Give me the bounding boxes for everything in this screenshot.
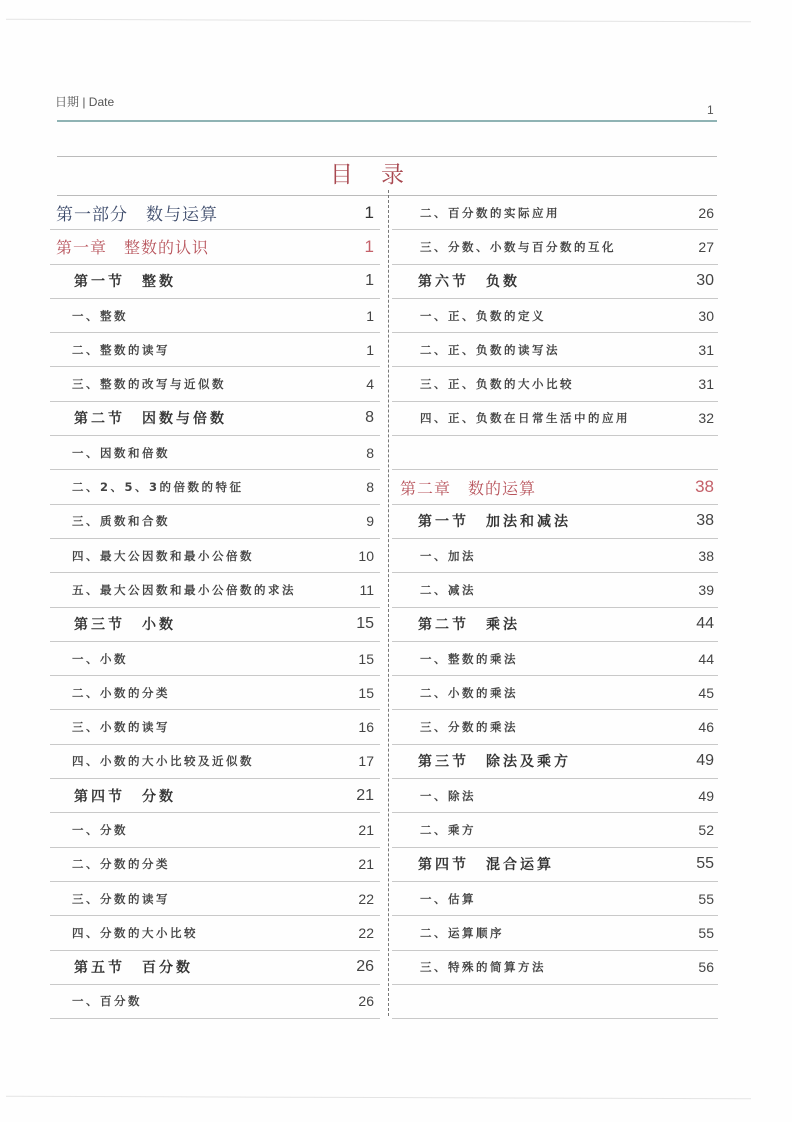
toc-entry-item[interactable]	[50, 676, 380, 710]
toc-entry-page: 17	[358, 753, 374, 770]
toc-entry-item[interactable]	[50, 710, 380, 744]
toc-left-column	[50, 196, 380, 1019]
toc-entry-item[interactable]	[50, 813, 380, 847]
toc-entry-label: 第一部分 数与运算	[56, 205, 218, 226]
toc-entry-item[interactable]	[50, 436, 380, 470]
toc-entry-item[interactable]	[392, 367, 718, 401]
toc-entry-page: 52	[698, 821, 714, 838]
toc-entry-page: 55	[698, 924, 714, 941]
toc-entry-page: 38	[696, 512, 714, 530]
toc-entry-page: 26	[698, 204, 714, 221]
toc-entry-label: 二、小数的乘法	[420, 685, 518, 700]
toc-entry-item[interactable]	[50, 642, 380, 676]
toc-entry-item[interactable]	[50, 470, 380, 504]
toc-entry-label: 三、分数、小数与百分数的互化	[420, 239, 616, 254]
toc-entry-page: 38	[698, 547, 714, 564]
toc-entry-item[interactable]	[50, 299, 380, 333]
toc-blank-row	[392, 985, 718, 1019]
toc-entry-item[interactable]	[50, 882, 380, 916]
toc-entry-label: 二、小数的分类	[72, 685, 170, 700]
toc-entry-page: 30	[696, 272, 714, 290]
toc-entry-item[interactable]	[392, 299, 718, 333]
toc-entry-label: 一、加法	[420, 548, 476, 563]
toc-entry-item[interactable]	[50, 505, 380, 539]
toc-entry-label: 第二章 数的运算	[400, 478, 537, 498]
toc-entry-page: 15	[358, 650, 374, 667]
toc-entry-label: 一、因数和倍数	[72, 445, 170, 460]
toc-entry-label: 二、2、5、3的倍数的特征	[72, 480, 244, 495]
toc-entry-item[interactable]	[392, 333, 718, 367]
toc-entry-label: 一、正、负数的定义	[420, 308, 546, 323]
toc-entry-page: 22	[358, 924, 374, 941]
toc-entry-page: 55	[698, 890, 714, 907]
toc-entry-page: 39	[698, 581, 714, 598]
toc-entry-label: 一、整数的乘法	[420, 651, 518, 666]
toc-entry-label: 第六节 负数	[418, 274, 520, 291]
toc-entry-section[interactable]	[50, 265, 380, 299]
toc-entry-label: 第三节 小数	[74, 617, 176, 634]
toc-entry-label: 一、分数	[72, 822, 128, 837]
toc-entry-page: 4	[366, 376, 374, 393]
toc-entry-page: 22	[358, 890, 374, 907]
toc-entry-item[interactable]	[392, 951, 718, 985]
toc-entry-page: 31	[698, 376, 714, 393]
toc-right-column	[392, 196, 718, 1019]
toc-entry-page: 26	[356, 958, 374, 976]
toc-entry-label: 三、分数的读写	[72, 891, 170, 906]
scan-edge-bottom	[6, 1096, 751, 1100]
toc-entry-section[interactable]	[50, 951, 380, 985]
page-number: 1	[707, 103, 714, 117]
toc-entry-label: 一、整数	[72, 308, 128, 323]
toc-entry-item[interactable]	[392, 710, 718, 744]
column-divider	[388, 190, 389, 1016]
toc-entry-section[interactable]	[392, 745, 718, 779]
toc-entry-item[interactable]	[50, 745, 380, 779]
toc-entry-page: 30	[698, 307, 714, 324]
toc-entry-item[interactable]	[392, 402, 718, 436]
toc-entry-page: 8	[366, 444, 374, 461]
toc-entry-label: 一、除法	[420, 788, 476, 803]
toc-entry-label: 二、乘方	[420, 822, 476, 837]
toc-entry-item[interactable]	[392, 813, 718, 847]
toc-entry-item[interactable]	[392, 642, 718, 676]
date-label: 日期 | Date	[55, 95, 115, 109]
toc-entry-label: 二、整数的读写	[72, 342, 170, 357]
toc-entry-label: 四、分数的大小比较	[72, 925, 198, 940]
toc-entry-item[interactable]	[392, 573, 718, 607]
toc-entry-item[interactable]	[392, 539, 718, 573]
toc-entry-label: 三、整数的改写与近似数	[72, 377, 226, 392]
toc-entry-label: 三、质数和合数	[72, 514, 170, 529]
toc-entry-page: 49	[696, 752, 714, 770]
toc-entry-part[interactable]	[50, 196, 380, 230]
toc-entry-section[interactable]	[392, 265, 718, 299]
toc-entry-page: 46	[698, 719, 714, 736]
toc-entry-label: 第一节 加法和减法	[418, 514, 571, 531]
toc-entry-label: 第四节 混合运算	[418, 857, 554, 874]
toc-entry-label: 一、百分数	[72, 994, 142, 1009]
toc-entry-label: 第二节 乘法	[418, 617, 520, 634]
toc-title: 目录	[330, 162, 432, 188]
toc-entry-item[interactable]	[392, 196, 718, 230]
toc-entry-label: 第四节 分数	[74, 788, 176, 805]
toc-entry-page: 21	[358, 821, 374, 838]
toc-entry-page: 45	[698, 684, 714, 701]
toc-entry-page: 1	[365, 272, 374, 290]
toc-entry-page: 26	[358, 993, 374, 1010]
toc-entry-page: 16	[358, 719, 374, 736]
toc-entry-page: 44	[698, 650, 714, 667]
toc-entry-label: 二、运算顺序	[420, 925, 504, 940]
toc-entry-page: 8	[366, 479, 374, 496]
toc-entry-label: 四、最大公因数和最小公倍数	[72, 548, 254, 563]
toc-entry-page: 56	[698, 959, 714, 976]
toc-entry-page: 8	[365, 409, 374, 427]
toc-entry-page: 27	[698, 238, 714, 255]
toc-entry-page: 1	[366, 341, 374, 358]
toc-entry-label: 二、正、负数的读写法	[420, 342, 560, 357]
toc-entry-page: 10	[358, 547, 374, 564]
toc-entry-label: 第二节 因数与倍数	[74, 411, 227, 428]
toc-entry-label: 第一章 整数的认识	[56, 238, 210, 258]
toc-entry-page: 32	[698, 410, 714, 427]
toc-entry-item[interactable]	[392, 676, 718, 710]
toc-entry-section[interactable]	[392, 608, 718, 642]
toc-entry-chapter[interactable]	[50, 230, 380, 264]
toc-entry-label: 三、小数的读写	[72, 720, 170, 735]
toc-entry-label: 三、分数的乘法	[420, 720, 518, 735]
toc-entry-item[interactable]	[50, 539, 380, 573]
toc-entry-item[interactable]	[50, 848, 380, 882]
toc-entry-section[interactable]	[50, 402, 380, 436]
toc-entry-label: 第三节 除法及乘方	[418, 754, 571, 771]
toc-entry-page: 1	[364, 202, 374, 222]
toc-entry-page: 44	[696, 615, 714, 633]
toc-entry-page: 31	[698, 341, 714, 358]
toc-entry-label: 二、减法	[420, 582, 476, 597]
toc-entry-item[interactable]	[50, 985, 380, 1019]
toc-entry-section[interactable]	[50, 608, 380, 642]
toc-entry-page: 1	[366, 307, 374, 324]
toc-entry-label: 三、特殊的简算方法	[420, 960, 546, 975]
toc-entry-item[interactable]	[392, 916, 718, 950]
toc-blank-row	[392, 436, 718, 470]
toc-entry-page: 21	[356, 786, 374, 804]
toc-entry-page: 15	[358, 684, 374, 701]
toc-entry-page: 9	[366, 513, 374, 530]
toc-entry-item[interactable]	[50, 573, 380, 607]
toc-entry-label: 二、百分数的实际应用	[420, 205, 560, 220]
toc-entry-page: 15	[356, 615, 374, 633]
toc-entry-label: 五、最大公因数和最小公倍数的求法	[72, 582, 296, 597]
toc-entry-item[interactable]	[50, 916, 380, 950]
toc-entry-chapter[interactable]	[392, 470, 718, 504]
toc-entry-label: 一、小数	[72, 651, 128, 666]
toc-entry-page: 21	[358, 856, 374, 873]
toc-entry-item[interactable]	[50, 333, 380, 367]
toc-entry-label: 三、正、负数的大小比较	[420, 377, 574, 392]
toc-entry-label: 一、估算	[420, 891, 476, 906]
toc-entry-label: 四、正、负数在日常生活中的应用	[420, 411, 630, 426]
toc-entry-section[interactable]	[392, 848, 718, 882]
toc-entry-item[interactable]	[392, 230, 718, 264]
toc-entry-page: 55	[696, 855, 714, 873]
scan-edge-top	[6, 19, 751, 23]
toc-entry-page: 38	[695, 477, 714, 497]
toc-entry-label: 第一节 整数	[74, 274, 176, 291]
toc-entry-section[interactable]	[50, 779, 380, 813]
toc-entry-label: 第五节 百分数	[74, 960, 193, 977]
toc-entry-label: 四、小数的大小比较及近似数	[72, 754, 254, 769]
toc-entry-label: 二、分数的分类	[72, 857, 170, 872]
toc-entry-page: 1	[364, 236, 374, 256]
toc-entry-page: 11	[359, 581, 374, 598]
toc-entry-item[interactable]	[392, 779, 718, 813]
toc-entry-page: 49	[698, 787, 714, 804]
toc-entry-section[interactable]	[392, 505, 718, 539]
toc-entry-item[interactable]	[50, 367, 380, 401]
header-rule	[57, 120, 717, 122]
toc-entry-item[interactable]	[392, 882, 718, 916]
